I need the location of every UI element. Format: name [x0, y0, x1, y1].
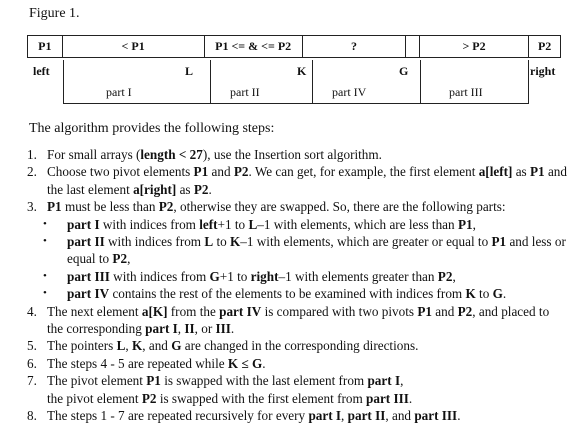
part-ii-label: part II [230, 85, 260, 99]
pointer-left: left [33, 64, 50, 78]
bullet-icon: • [43, 235, 47, 248]
cell-p1: P1 [28, 36, 63, 57]
step-number: 8. [27, 408, 37, 424]
cell-less-p1: < P1 [63, 36, 205, 57]
step-5: 5. The pointers L, K, and G are changed in the corresponding directions. [27, 338, 419, 354]
pointer-right: right [530, 64, 556, 78]
step-6: 6. The steps 4 - 5 are repeated while K ≤ G. [27, 355, 266, 371]
part-i-label: part I [106, 85, 132, 99]
steps-list [27, 146, 567, 425]
intro-text: The algorithm provides the following steps: [29, 121, 275, 136]
step-number: 2. [27, 164, 37, 180]
step-7: 7. The pivot element P1 is swapped with the last element from part I, the pivot element P2 is swapped with the first element from part III. [27, 373, 413, 406]
pointer-g: G [399, 64, 409, 78]
step-1: 1. For small arrays (length < 27), use the Insertion sort algorithm. [27, 147, 382, 162]
bullet-icon: • [43, 217, 47, 230]
part-iv-label: part IV [332, 85, 367, 99]
bullet-icon: • [43, 287, 47, 300]
array-diagram [27, 35, 561, 58]
step-number: 5. [27, 338, 37, 354]
figure-caption: Figure 1. [29, 6, 80, 21]
bullet-part-ii: • part II with indices from L to K–1 with elements, which are greater or equal to P1 and less or equal to P2, [43, 234, 566, 267]
pointer-l: L [185, 64, 194, 78]
step-number: 7. [27, 373, 37, 389]
step-2: 2. Choose two pivot elements P1 and P2. We can get, for example, the first element a[left] as P1 and the last element a[right] as P2. [27, 164, 567, 197]
cell-p2: P2 [537, 39, 552, 53]
step-number: 6. [27, 355, 37, 371]
cell-greater-p2: > P2 [420, 36, 529, 57]
bullet-part-iv: • part IV contains the rest of the elements to be examined with indices from K to G. [43, 286, 507, 302]
bullet-icon: • [43, 269, 47, 282]
pointer-k: K [297, 64, 307, 78]
step-8: 8. The steps 1 - 7 are repeated recursively for every part I, part II, and part III. [27, 408, 461, 424]
step-number: 3. [27, 199, 37, 215]
bullet-part-iii: • part III with indices from G+1 to right–1 with elements greater than P2, [43, 268, 456, 284]
step-number: 1. [27, 147, 37, 162]
cell-gap [406, 36, 419, 57]
step-3: 3. P1 must be less than P2, otherwise they are swapped. So, there are the following parts: [27, 199, 506, 215]
part-iii-label: part III [449, 85, 483, 99]
step-number: 4. [27, 303, 37, 319]
cell-between: P1 <= & <= P2 [205, 36, 303, 57]
step-4: 4. The next element a[K] from the part IV is compared with two pivots P1 and P2, and placed to the corresponding part I, II, or III. [27, 303, 550, 337]
bullet-part-i: • part I with indices from left+1 to L–1 with elements, which are less than P1, [43, 216, 476, 232]
cell-unknown: ? [303, 36, 407, 57]
